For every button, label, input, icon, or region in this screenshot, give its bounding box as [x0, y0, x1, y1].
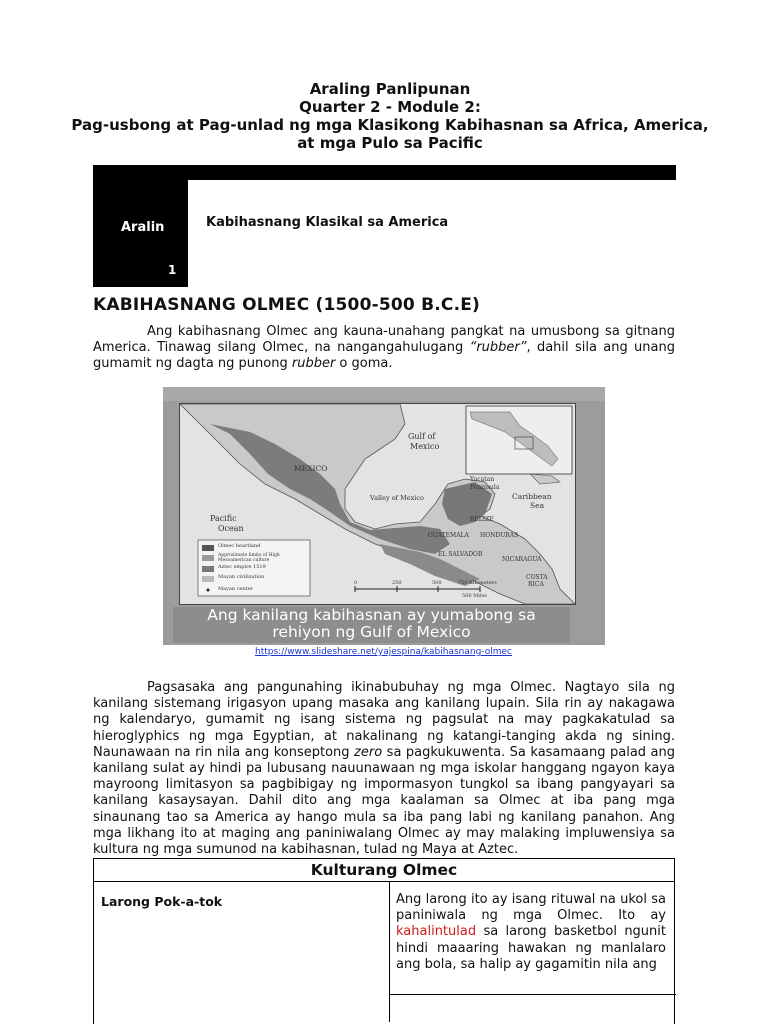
map-label-sea: Sea	[530, 501, 545, 510]
legend-item-4: Mayan civilization	[218, 574, 265, 580]
legend-item-2: Approximate limits of High Mesoamerican culture	[218, 553, 280, 563]
kultura-table	[93, 858, 675, 1024]
module-subtitle-cont: at mga Pulo sa Pacific	[297, 134, 483, 152]
map-label-gulf: Gulf of	[408, 432, 436, 441]
map-image	[179, 403, 576, 605]
scale-km: 750 Kilometers	[458, 580, 497, 586]
module-title: Quarter 2 - Module 2:	[299, 98, 481, 116]
source-link[interactable]: https://www.slideshare.net/yajespina/kabihasnang-olmec	[255, 647, 512, 657]
lesson-title: Kabihasnang Klasikal sa America	[206, 215, 449, 230]
map-label-guatemala: GUATEMALA	[428, 532, 469, 539]
scale-250: 250	[392, 580, 402, 586]
scale-500: 500	[432, 580, 442, 586]
table-cell-description: Ang larong ito ay isang rituwal na ukol sa paniniwala ng mga Olmec. Ito ay kahalintulad sa larong basketbol ngunit hindi maaaring hawakan ng manlalaro ang bola, sa halip ay gagamitin nila ang	[396, 892, 666, 972]
legend-item-3: Aztec empire 1519	[218, 564, 266, 570]
legend-item-1: Olmec heartland	[218, 543, 261, 549]
scale-0: 0	[354, 580, 358, 586]
map-label-costa: COSTA	[526, 574, 548, 581]
map-label-valley: Valley of Mexico	[370, 494, 424, 502]
lesson-label: Aralin	[121, 220, 165, 235]
row-label: Larong Pok-a-tok	[101, 894, 223, 909]
map-caption-line-1: Ang kanilang kabihasnan ay yumabong sa	[207, 606, 536, 624]
map-label-rica: RICA	[528, 581, 544, 588]
document-header	[60, 80, 720, 152]
map-label-ocean: Ocean	[218, 524, 244, 533]
map-label-yucatan: Yucatan	[470, 476, 495, 483]
section-title: KABIHASNANG OLMEC (1500-500 B.C.E)	[93, 295, 481, 315]
map-caption	[173, 607, 570, 643]
intro-paragraph: Ang kabihasnang Olmec ang kauna-unahang pangkat na umusbong sa gitnang America. Tinawag silang Olmec, na nangangahulugang “rubber”, dahil sila ang unang gumamit ng dagta ng punong rubber o goma.	[93, 324, 675, 372]
lesson-number: 1	[168, 263, 177, 277]
table-row-divider	[389, 994, 676, 995]
highlighted-term: kahalintulad	[396, 924, 477, 940]
map-top-strip	[163, 387, 605, 401]
subject-title: Araling Panlipunan	[309, 80, 471, 98]
map-label-mexico: MEXICO	[294, 464, 328, 473]
map-label-pacific: Pacific	[210, 514, 237, 523]
map-caption-line-2: rehiyon ng Gulf of Mexico	[272, 623, 471, 641]
map-label-nicaragua: NICARAGUA	[502, 556, 542, 563]
table-row	[94, 882, 674, 1022]
lesson-box	[93, 165, 188, 287]
olmec-map-figure	[163, 387, 605, 645]
table-title: Kulturang Olmec	[94, 859, 674, 882]
map-label-gulf-2: Mexico	[410, 442, 440, 451]
scale-mi: 500 Miles	[462, 593, 487, 599]
map-label-honduras: HONDURAS	[480, 532, 519, 539]
map-label-peninsula: Peninsula	[470, 484, 500, 491]
map-label-el-salvador: EL SALVADOR	[438, 551, 483, 558]
legend-item-5: Mayan center	[218, 586, 254, 592]
table-cell-label	[94, 882, 390, 1022]
body-paragraph: Pagsasaka ang pangunahing ikinabubuhay ng mga Olmec. Nagtayo sila ng kanilang sistemang irigasyon upang masaka ang kanilang lupain. Sila rin ay nakagawa ng kalendaryo, gumamit ng isang sistema ng pagsulat na may pagkakatulad sa hieroglyphics ng mga Egyptian, at nakalinang ng katangi-tanging akda ng sining. Naunawaan na rin nila ang konseptong zero sa pagkukuwenta. Sa kasamaang palad ang kanilang sulat ay hindi pa lubusang nauunawaan ng mga iskolar hanggang ngayon kaya mayroong limitasyon sa pagbibigay ng impormasyon tungkol sa ibang pangyayari sa kanilang kasaysayan. Dahil dito ang mga kaalaman sa Olmec at iba pang mga sinaunang tao sa America ay hango mula sa iba pang labi ng kanilang panahon. Ang mga likhang ito at maging ang paniniwalang Olmec ay may malaking impluwensiya sa kultura ng mga sumunod na kabihasnan, tulad ng Maya at Aztec.	[93, 680, 675, 858]
module-subtitle: Pag-usbong at Pag-unlad ng mga Klasikong Kabihasnan sa Africa, America,	[71, 116, 709, 134]
map-label-belize: BELIZE	[470, 516, 494, 523]
map-label-caribbean: Caribbean	[512, 492, 552, 501]
